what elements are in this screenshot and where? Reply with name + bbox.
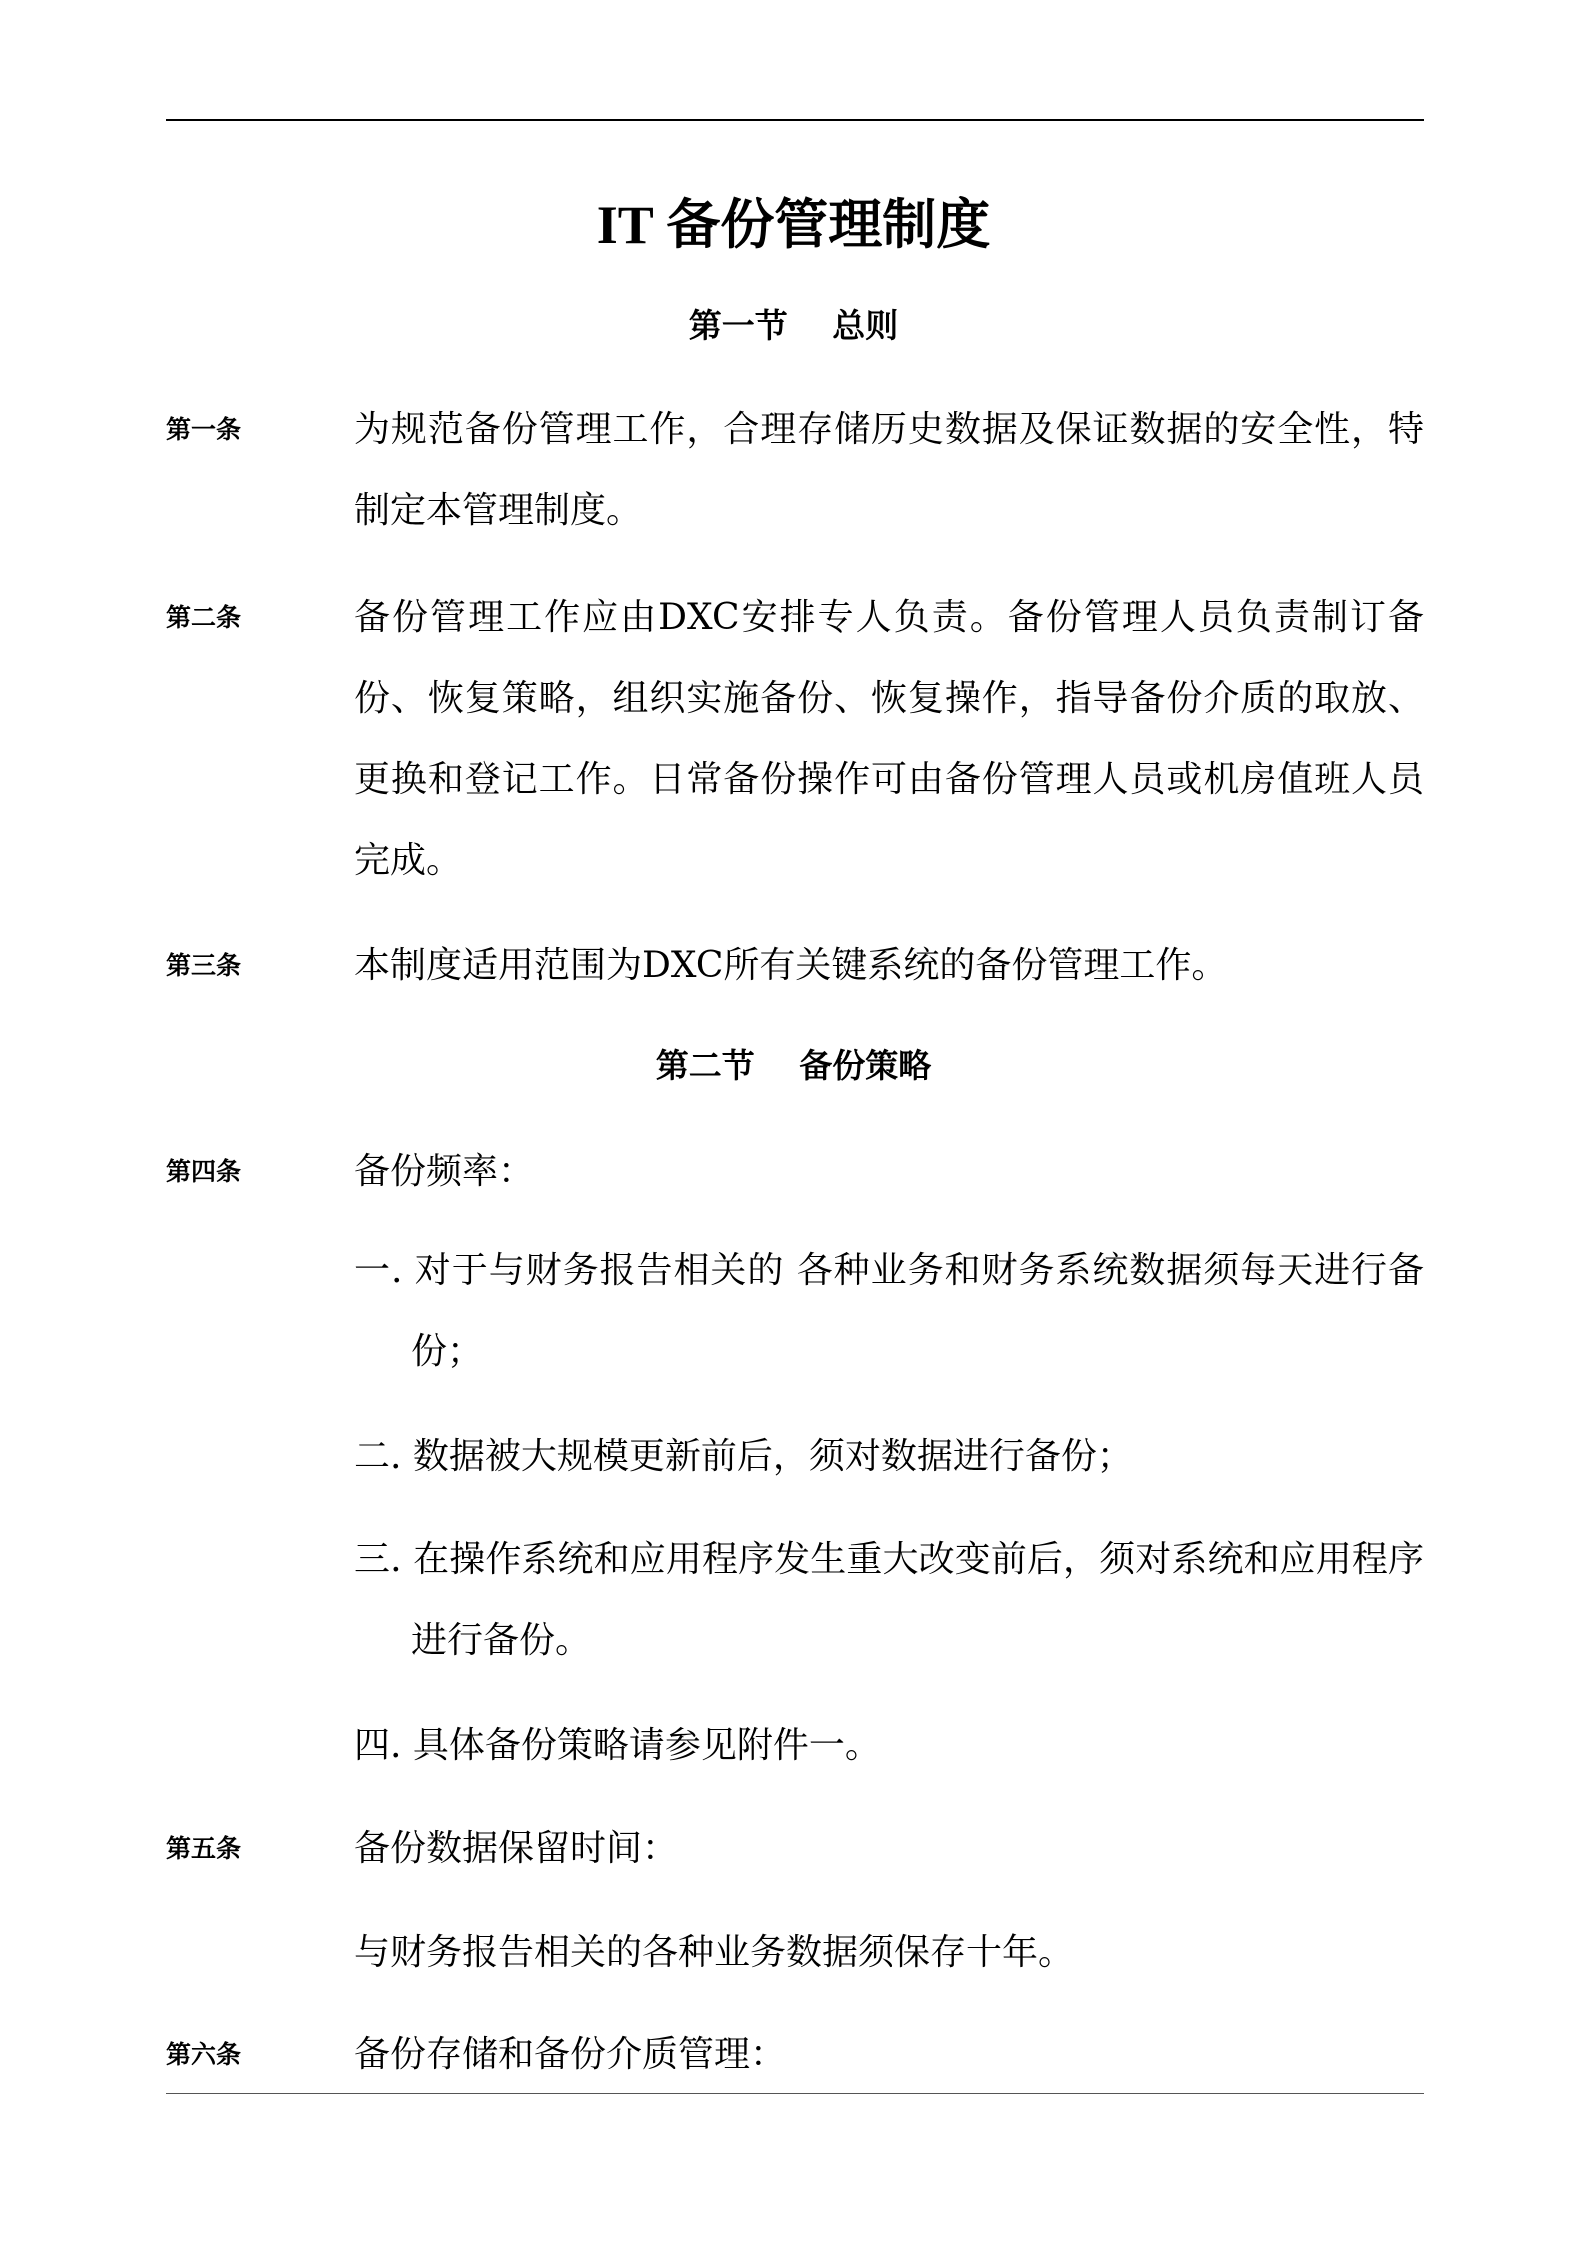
list-item: 二. 数据被大规模更新前后，须对数据进行备份； bbox=[354, 1436, 1133, 1477]
article-text: 本制度适用范围为DXC所有关键系统的备份管理工作。 bbox=[354, 945, 1228, 986]
article-label: 第二条 bbox=[166, 603, 242, 632]
article-label: 第四条 bbox=[166, 1157, 242, 1186]
list-item: 三. 在操作系统和应用程序发生重大改变前后，须对系统和应用程序进行备份。 bbox=[354, 1539, 1424, 1661]
article-text: 备份数据保留时间： bbox=[354, 1828, 679, 1869]
article-label: 第一条 bbox=[166, 415, 242, 444]
article-text: 备份管理工作应由DXC安排专人负责。备份管理人员负责制订备份、恢复策略，组织实施备份、恢复操作，指导备份介质的取放、更换和登记工作。日常备份操作可由备份管理人员或机房值班人员完成。 bbox=[354, 597, 1424, 881]
article-detail: 与财务报告相关的各种业务数据须保存十年。 bbox=[354, 1932, 1075, 1973]
section-heading-2: 第二节 备份策略 bbox=[655, 1046, 932, 1085]
article-text: 备份存储和备份介质管理： bbox=[354, 2034, 787, 2075]
article-text: 为规范备份管理工作，合理存储历史数据及保证数据的安全性，特制定本管理制度。 bbox=[354, 409, 1424, 531]
article-label: 第五条 bbox=[166, 1834, 242, 1863]
article-label: 第六条 bbox=[166, 2040, 242, 2069]
list-item: 四. 具体备份策略请参见附件一。 bbox=[354, 1725, 881, 1766]
article-text: 备份频率： bbox=[354, 1151, 535, 1192]
document-title: IT 备份管理制度 bbox=[596, 195, 991, 255]
section-heading-1: 第一节 总则 bbox=[688, 306, 899, 345]
footer-rule bbox=[166, 2093, 1424, 2094]
header-rule bbox=[166, 119, 1424, 121]
article-label: 第三条 bbox=[166, 951, 242, 980]
list-item: 一. 对于与财务报告相关的 各种业务和财务系统数据须每天进行备份； bbox=[354, 1250, 1424, 1372]
